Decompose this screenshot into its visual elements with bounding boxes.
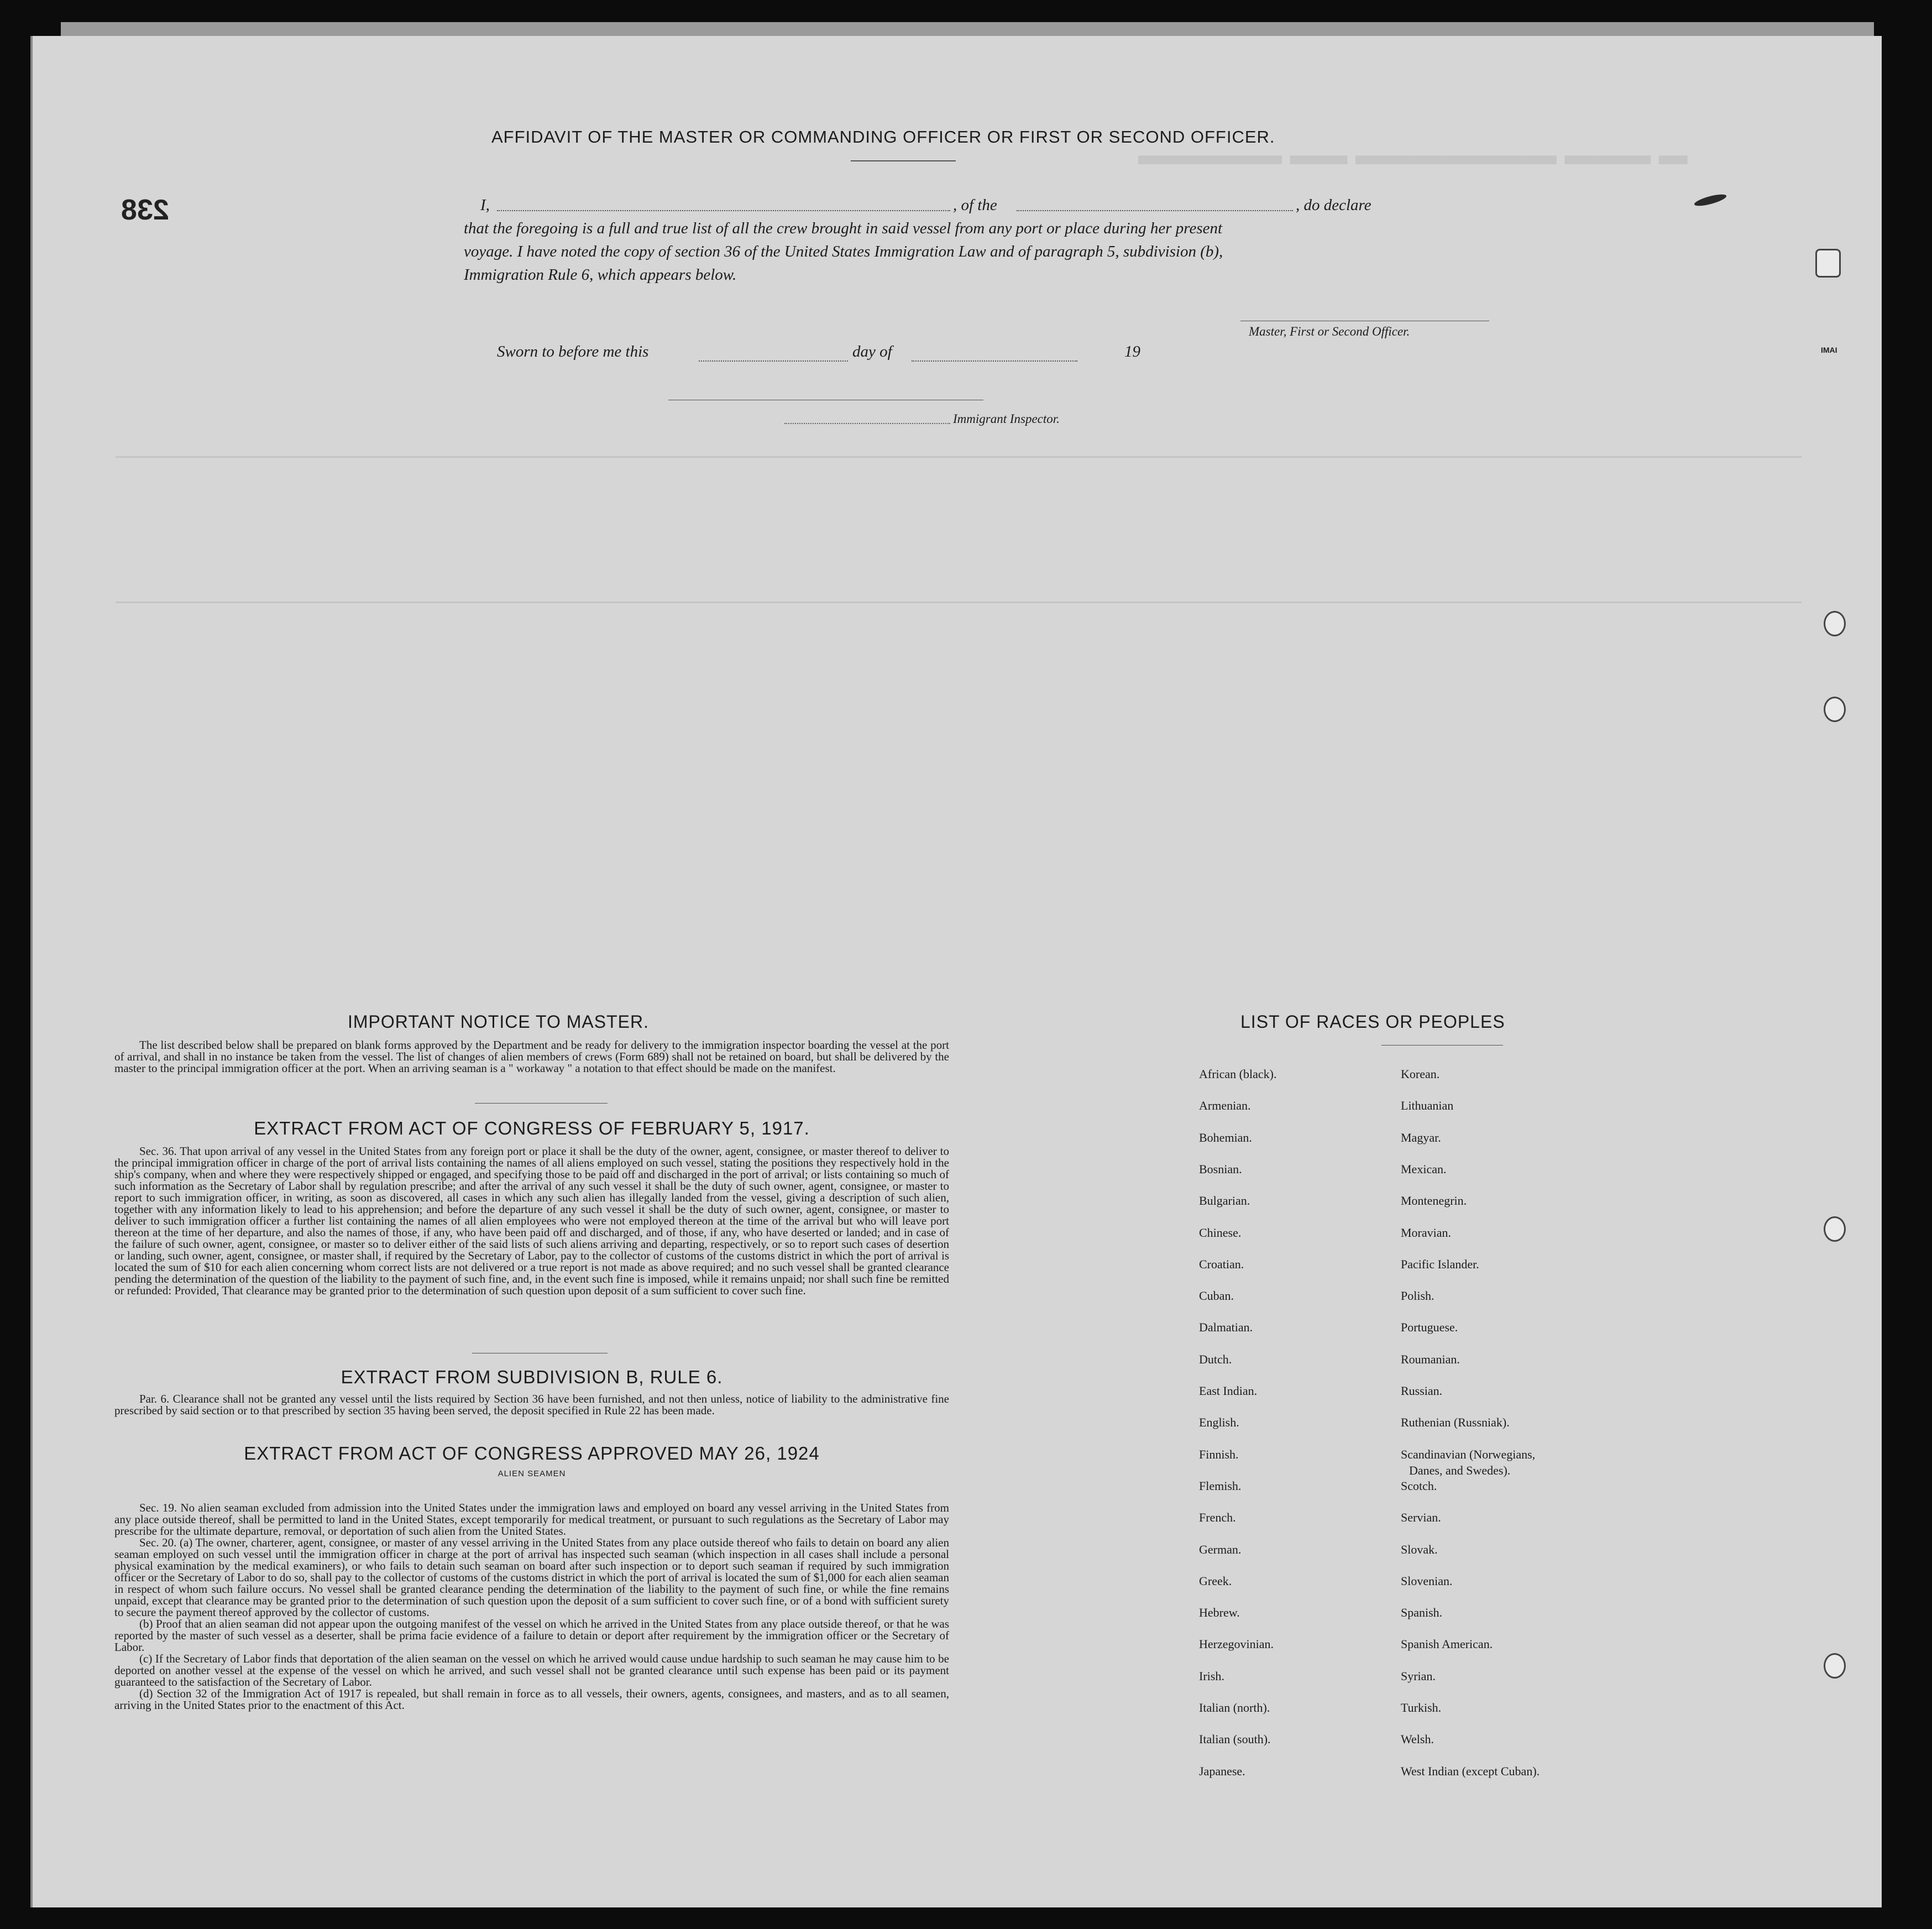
statement-line-3: Immigration Rule 6, which appears below. (464, 266, 737, 284)
punch-hole (1824, 697, 1846, 722)
race-item: Servian. (1401, 1510, 1441, 1525)
extract-1924-subtitle: ALIEN SEAMEN (498, 1469, 566, 1478)
race-item: Scotch. (1401, 1478, 1437, 1493)
i-label: I, (480, 196, 490, 214)
document-page (30, 36, 1882, 1907)
sworn-line (497, 343, 1160, 365)
race-item: Cuban. (1199, 1289, 1234, 1303)
inspector-dots (784, 423, 950, 424)
race-item: Moravian. (1401, 1225, 1452, 1240)
race-item: West Indian (except Cuban). (1401, 1764, 1540, 1778)
affidavit-title: AFFIDAVIT OF THE MASTER OR COMMANDING OFFICER OR FIRST OR SECOND OFFICER. (491, 127, 1275, 147)
race-item: Pacific Islander. (1401, 1257, 1479, 1271)
extract-1924-title: EXTRACT FROM ACT OF CONGRESS APPROVED MAY 26, 1924 (244, 1443, 820, 1463)
statement-line-1: that the foregoing is a full and true list of all the crew brought in said vessel from any port or place during her present (464, 219, 1223, 237)
race-item: Hebrew. (1199, 1606, 1240, 1620)
sworn-label: Sworn to before me this (497, 343, 649, 360)
race-item: Japanese. (1199, 1764, 1245, 1778)
race-item: Polish. (1401, 1289, 1434, 1303)
page-number: 238 (121, 194, 169, 226)
of-the-label: , of the (953, 196, 997, 214)
race-right-continuation: Danes, and Swedes). (1409, 1463, 1511, 1477)
race-item: Chinese. (1199, 1225, 1242, 1240)
race-item: Irish. (1199, 1669, 1224, 1683)
extract-1917-title: EXTRACT FROM ACT OF CONGRESS OF FEBRUARY 5, 1917. (254, 1118, 810, 1138)
day-of-label: day of (852, 343, 892, 360)
vessel-blank[interactable] (1017, 199, 1293, 211)
race-item: Russian. (1401, 1384, 1443, 1398)
race-item: Magyar. (1401, 1130, 1441, 1144)
extract-1924-block (114, 1502, 949, 1711)
extract-rule6-title: EXTRACT FROM SUBDIVISION B, RULE 6. (341, 1367, 723, 1387)
month-blank[interactable] (912, 349, 1077, 362)
race-item: English. (1199, 1415, 1239, 1430)
race-item: Bulgarian. (1199, 1194, 1250, 1208)
sec20a-text: Sec. 20. (a) The owner, charterer, agent, consignee, or master of any vessel arriving in the United States from any place outside thereof who fails to detain on board any alien seaman employed on such vessel until the immigration officer in charge at the port of arrival has inspected such seaman (which inspection in all cases shall include a personal physical examination by the medical examiners), or who fails to detain such seaman on board after such inspection or to deport such seaman if required by such immigration officer or the Secretary of Labor to do so, shall pay to the collector of customs of the customs district in which the port of arrival is located the sum of $1,000 for each alien seaman in respect of whom such failure occurs. No vessel shall be granted clearance pending the determination of the liability to the payment of such fine, or while the fine remains unpaid, except that clearance may be granted prior to the determination of such question upon the deposit of a sum sufficient to cover such fine, or of a bond with sufficient surety to secure the payment thereof approved by the collector of customs. (114, 1536, 949, 1619)
race-item: African (black). (1199, 1067, 1277, 1081)
race-item: East Indian. (1199, 1384, 1258, 1398)
race-item: Lithuanian (1401, 1099, 1454, 1113)
extract-1917-block (114, 1146, 949, 1297)
race-item: Dutch. (1199, 1352, 1232, 1366)
race-item: Bohemian. (1199, 1130, 1252, 1144)
race-item: Montenegrin. (1401, 1194, 1467, 1208)
race-item: Syrian. (1401, 1669, 1436, 1683)
race-item: Spanish. (1401, 1606, 1443, 1620)
sec19-text: Sec. 19. No alien seaman excluded from admission into the United States under the immigration laws and employed on board any vessel arriving in the United States from any place outside thereof, shall be permitted to land in the United States, except temporarily for medical treatment, or pursuant to such regulations as the Secretary of Labor may prescribe for the ultimate departure, removal, or deportation of such alien from the United States. (114, 1501, 949, 1538)
name-blank[interactable] (497, 199, 950, 211)
race-item: Welsh. (1401, 1732, 1434, 1747)
race-item: Ruthenian (Russniak). (1401, 1415, 1510, 1430)
race-item: Herzegovinian. (1199, 1637, 1274, 1651)
day-blank[interactable] (699, 349, 848, 362)
edge-stamp: IMAI (1821, 346, 1837, 354)
inspector-label: Immigrant Inspector. (953, 412, 1060, 426)
race-item: Italian (south). (1199, 1732, 1271, 1747)
race-item: Croatian. (1199, 1257, 1244, 1271)
race-item: Italian (north). (1199, 1701, 1270, 1714)
race-item: French. (1199, 1510, 1236, 1525)
statement-line-2: voyage. I have noted the copy of section 36 of the United States Immigration Law and of paragraph 5, subdivision (b), (464, 243, 1223, 260)
notice-title: IMPORTANT NOTICE TO MASTER. (348, 1012, 649, 1032)
race-item: Dalmatian. (1199, 1320, 1253, 1335)
sec20c-text: (c) If the Secretary of Labor finds that deportation of the alien seaman on the vessel on which he arrived would cause undue hardship to such seaman he may cause him to be deported on another vessel at the expense of the vessel on which he arrived, and such vessel shall not be granted clearance until such expense has been paid or its payment guaranteed to the satisfaction of the Secretary of Labor. (114, 1652, 949, 1688)
punch-hole (1824, 611, 1846, 636)
notice-body-block (114, 1039, 949, 1074)
punch-hole (1824, 1216, 1846, 1242)
race-item: Greek. (1199, 1573, 1232, 1588)
race-item: Korean. (1401, 1067, 1440, 1081)
race-item: Armenian. (1199, 1099, 1251, 1113)
extract-rule6-block (114, 1393, 949, 1416)
affidavit-title-rule (851, 160, 956, 161)
race-item: Portuguese. (1401, 1320, 1458, 1335)
master-label: Master, First or Second Officer. (1249, 325, 1410, 338)
bleed-through-table (116, 456, 1802, 603)
race-item: German. (1199, 1542, 1242, 1556)
sec20b-text: (b) Proof that an alien seaman did not appear upon the outgoing manifest of the vessel on which he arrived in the United States from any place outside thereof, or that he was reported by the master of such vessel as a deserter, shall be prima facie evidence of a failure to detain or deport after requirement by the immigration officer or the Secretary of Labor. (114, 1617, 949, 1654)
race-item: Mexican. (1401, 1162, 1447, 1176)
year-label: 19 (1124, 343, 1140, 360)
race-item: Finnish. (1199, 1447, 1239, 1461)
race-item: Scandinavian (Norwegians, (1401, 1447, 1536, 1461)
race-item: Flemish. (1199, 1478, 1242, 1493)
race-item: Slovenian. (1401, 1573, 1453, 1588)
race-item: Spanish American. (1401, 1637, 1493, 1651)
race-item: Slovak. (1401, 1542, 1438, 1556)
punch-hole (1824, 1653, 1846, 1679)
notice-rule (475, 1103, 608, 1104)
binder-clip-mark (1815, 249, 1841, 278)
declare-label: , do declare (1296, 196, 1371, 214)
notice-body: The list described below shall be prepared on blank forms approved by the Department and be ready for delivery to the immigration inspector boarding the vessel at the port of arrival, and shall in no instance be taken from the vessel. The list of changes of alien members of crews (Form 689) shall not be retained on board, but shall be delivered by the master to the principal immigration officer at the port. When an arriving seaman is a " workaway " a notation to that effect should be made on the manifest. (114, 1038, 949, 1075)
pen-mark (1693, 192, 1727, 208)
race-item: Roumanian. (1401, 1352, 1460, 1366)
race-item: Bosnian. (1199, 1162, 1242, 1176)
extract-1917-body: Sec. 36. That upon arrival of any vessel in the United States from any foreign port or place it shall be the duty of the owner, agent, consignee, or master thereof to deliver to the principal immigration officer in charge of the port of arrival lists containing the names of all aliens employed on such vessel, stating the positions they respectively hold in the ship's company, when and where they were respectively shipped or engaged, and specifying those to be paid off and discharged in the port of arrival; or lists containing so much of such information as the Secretary of Labor shall by regulation prescribe; and after the arrival of any such vessel it shall be the duty of such owner, agent, consignee, or master to report to such immigration officer, in writing, as soon as discovered, all cases in which any such alien has illegally landed from the vessel, giving a description of such alien, together with any information likely to lead to his apprehension; and before the departure of any such vessel it shall be the duty of such owner, agent, consignee, or master to deliver to such immigration officer a further list containing the names of all alien employees who were not employed thereon at the time of the arrival but who will leave port thereon at the time of her departure, and also the names of those, if any, who have been paid off and discharged, and of those, if any, who have deserted or landed; and in case of the failure of such owner, agent, consignee, or master so to deliver either of the said lists of such aliens arriving and departing, respectively, or so to report such cases of desertion or landing, such owner, agent, consignee, or master shall, if required by the Secretary of Labor, pay to the collector of customs of the customs district in which the port of arrival is located the sum of $10 for each alien concerning whom correct lists are not delivered or a true report is not made as above required; and no such vessel shall be granted clearance pending the determination of the question of the liability to the payment of such fine, and, in the event such fine is imposed, while it remains unpaid; nor shall such fine be remitted or refunded: Provided, That clearance may be granted prior to the determination of such question upon deposit of a sum sufficient to cover such fine. (114, 1144, 949, 1297)
bleed-through-header: ▬ ▬▬▬ ▬▬▬▬▬▬▬ ▬▬ ▬▬▬▬▬ (1138, 139, 1688, 171)
race-item: Turkish. (1401, 1701, 1442, 1714)
declaration-line (464, 194, 1517, 217)
sec20d-text: (d) Section 32 of the Immigration Act of 1917 is repealed, but shall remain in force as to all vessels, their owners, agents, consignees, and masters, and as to all seamen, arriving in the United States prior to the enactment of this Act. (114, 1687, 949, 1712)
extract-rule6-body: Par. 6. Clearance shall not be granted any vessel until the lists required by Section 36 have been furnished, and not then unless, notice of liability to the administrative fine prescribed by said section or to that prescribed by section 35 having been served, the deposit specified in Rule 22 has been made. (114, 1392, 949, 1417)
affidavit-body (464, 194, 1517, 286)
races-title: LIST OF RACES OR PEOPLES (1240, 1012, 1505, 1032)
